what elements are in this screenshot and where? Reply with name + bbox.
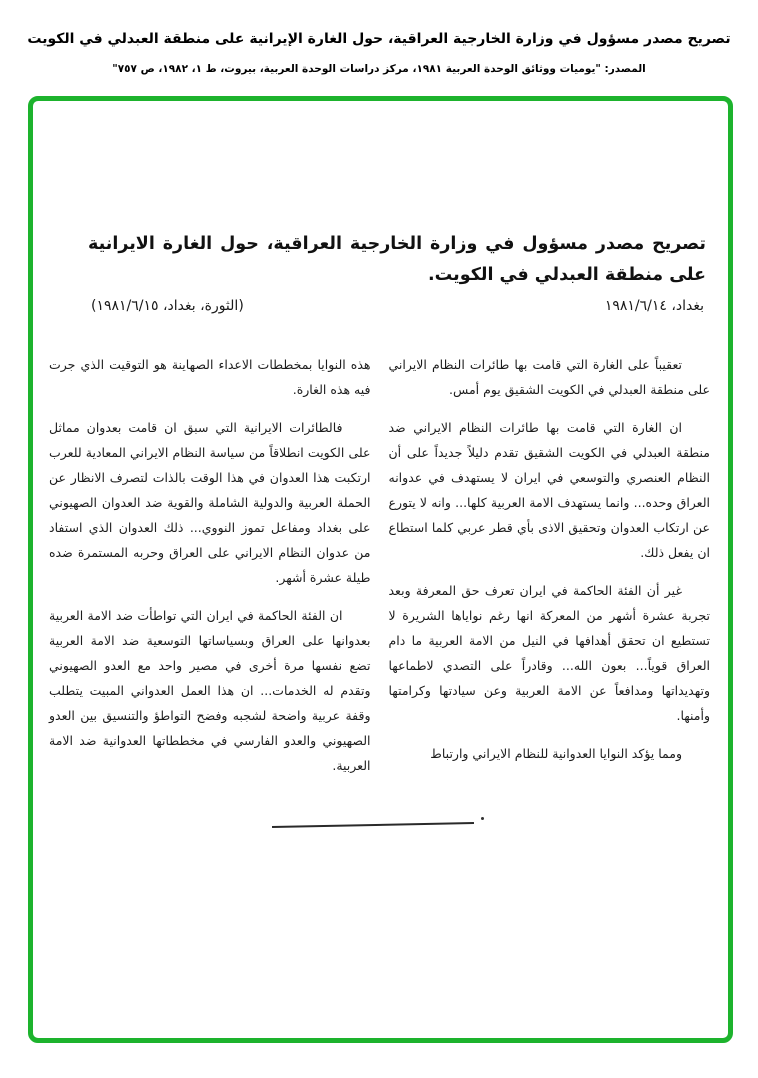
dateline bbox=[91, 298, 704, 314]
paragraph: ومما يؤكد النوايا العدوانية للنظام الايراني وارتباط bbox=[430, 746, 682, 761]
header-source-line: المصدر: "يوميات ووثائق الوحدة العربية ١٩٨١، مركز دراسات الوحدة العربية، بيروت، ط ١، ١٩٨٢، ص ٧٥٧" bbox=[112, 63, 646, 75]
column-left bbox=[49, 352, 371, 791]
body-columns bbox=[49, 352, 710, 791]
separator-line bbox=[272, 822, 474, 828]
column-right bbox=[389, 352, 711, 791]
paragraph: ان الفئة الحاكمة في ايران التي تواطأت ضد الامة العربية بعدوانها على العراق وبسياساتها التوسعية ضد الامة العربية تضع نفسها مرة أخرى في مصير واحد مع العدو الصهيوني وتقدم له الخدمات... ان هذا العمل العدواني المبيت يتطلب وقفة عربية واضحة لشجبه وفضح التواطؤ والتنسيق بين العدو الصهيوني والعدو الفارسي في مخططاتها العدوانية ضد الامة العربية. bbox=[49, 608, 371, 773]
document-frame bbox=[28, 96, 733, 1043]
paragraph: ان الغارة التي قامت بها طائرات النظام الايراني ضد منطقة العبدلي في الكويت الشقيق تقدم دليلاً جديداً على أن النظام العنصري والتوسعي في ايران لا يستهدف في عدوانه العراق وحده... وانما يستهدف الامة العربية كلها... وانه لا يتورع عن ارتكاب العدوان وتحقيق الاذى بأي قطر عربي كلما استطاع ان يفعل ذلك. bbox=[388, 420, 710, 560]
paragraph: فالطائرات الايرانية التي سبق ان قامت بعدوان مماثل على الكويت انطلاقاً من سياسة النظام الايراني المعادية للعرب ارتكبت هذا العدوان في هذا الوقت بالذات لتصرف الانظار عن الحملة العربية والدولية الشاملة والقوية ضد العدوان الصهيوني على بغداد ومفاعل تموز النووي... ذلك العدوان الذي استفاد من عدوان النظام الايراني على العراق وحربه المستمرة ضده طيلة عشرة أشهر. bbox=[49, 420, 371, 585]
paragraph: هذه النوايا بمخططات الاعداء الصهاينة هو التوقيت الذي جرت فيه هذه الغارة. bbox=[49, 357, 371, 397]
document-title: تصريح مصدر مسؤول في وزارة الخارجية العراقية، حول الغارة الايرانية على منطقة العبدلي في الكويت. bbox=[88, 234, 706, 285]
paragraph: تعقيباً على الغارة التي قامت بها طائرات النظام الايراني على منطقة العبدلي في الكويت الشقيق يوم أمس. bbox=[388, 357, 710, 397]
paragraph: غير أن الفئة الحاكمة في ايران تعرف حق المعرفة وبعد تجربة عشرة أشهر من المعركة انها رغم نواياها الشريرة لا تستطيع ان تحقق أهدافها في النيل من الامة العربية ما دام العراق قوياً... بعون الله... وقادراً على التصدي لاطماعها وتهديداتها ومدافعاً عن الامة العربية وعن سيادتها وكرامتها وأمنها. bbox=[388, 583, 710, 723]
separator-dot bbox=[481, 817, 484, 820]
dateline-newspaper: (الثورة، بغداد، ١٩٨١/٦/١٥) bbox=[91, 298, 244, 314]
header-title: تصريح مصدر مسؤول في وزارة الخارجية العراقية، حول الغارة الإيرانية على منطقة العبدلي في الكويت bbox=[27, 31, 731, 47]
dateline-place-date: بغداد، ١٩٨١/٦/١٤ bbox=[604, 298, 704, 314]
